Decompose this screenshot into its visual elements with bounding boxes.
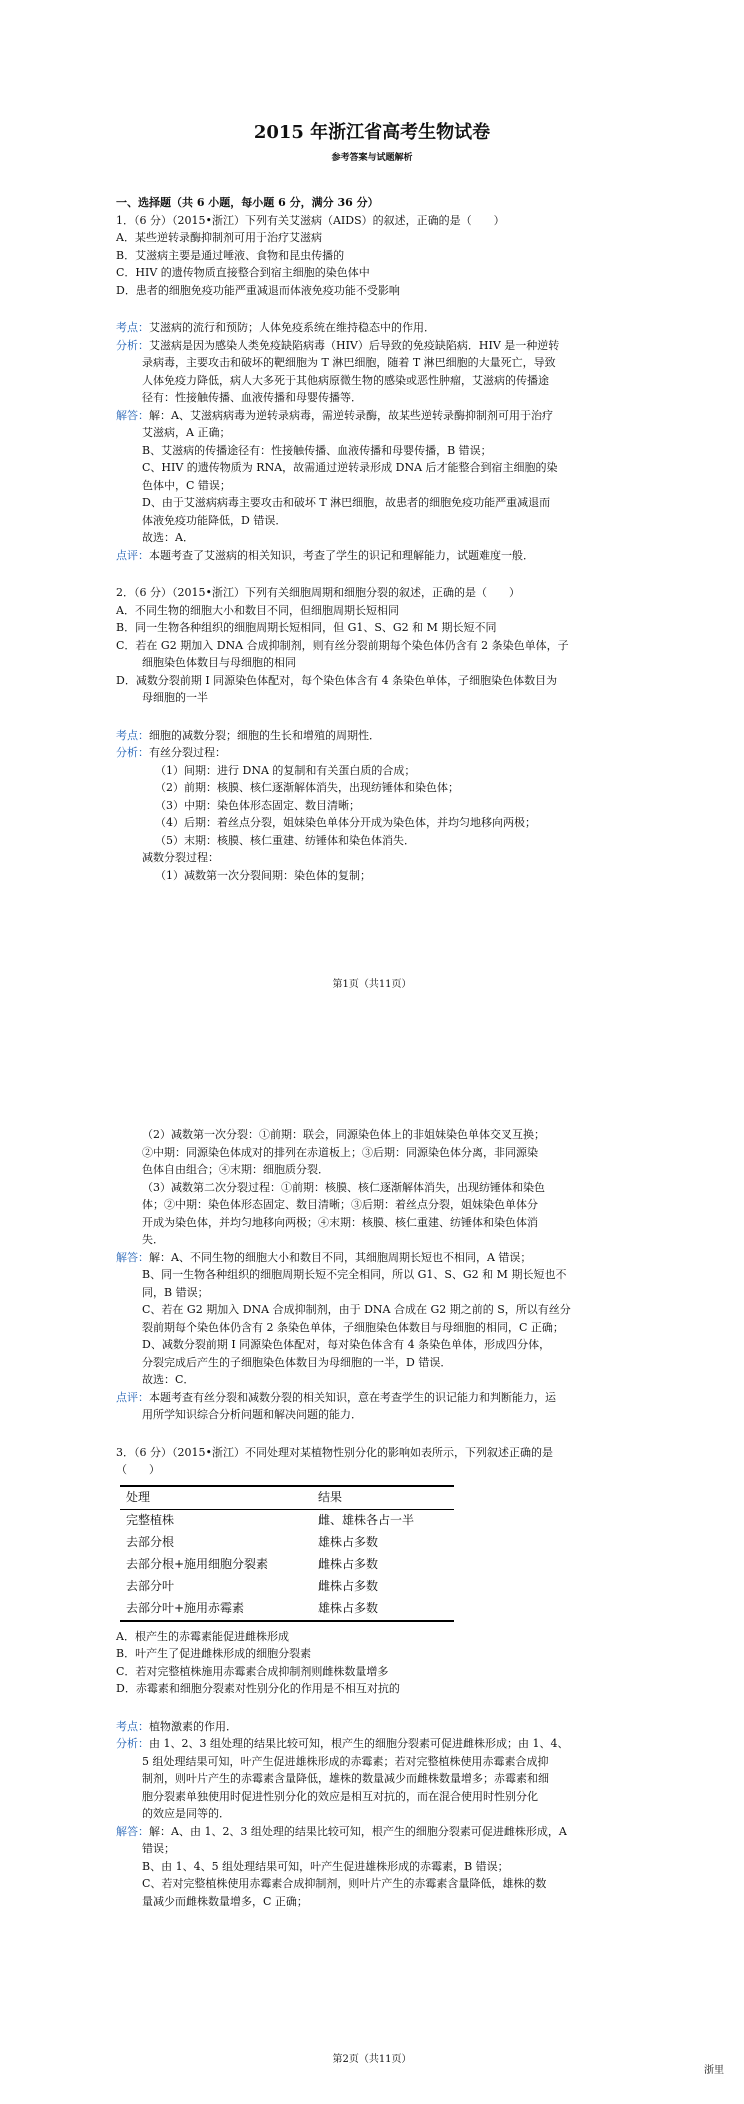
q2-kaodian: 细胞的减数分裂；细胞的生长和增殖的周期性． — [149, 728, 380, 742]
q2-fenxi-line: （3）减数第二次分裂过程：①前期：核膜、核仁逐渐解体消失，出现纺锤体和染色 — [142, 1180, 545, 1194]
q2-jieda-line: B、同一生物各种组织的细胞周期长短不完全相同，所以 G1、S、G2 和 M 期长短也不 — [142, 1268, 567, 1281]
q2-option-c: C．若在 G2 期加入 DNA 合成抑制剂，则有丝分裂前期每个染色体仍含有 2 条染色单体，子 — [116, 638, 569, 652]
q1-option-b: B．艾滋病主要是通过唾液、食物和昆虫传播的 — [116, 248, 345, 262]
q2-jieda-line: 解：A、不同生物的细胞大小和数目不同，其细胞周期长短也不相同，A 错误； — [149, 1250, 532, 1264]
table-header-cell: 处理 — [120, 1486, 312, 1510]
table-row — [120, 1598, 454, 1621]
q3-fenxi-line: 由 1、2、3 组处理的结果比较可知，根产生的细胞分裂素可促进雌株形成；由 1、4、 — [149, 1737, 569, 1750]
document-title: 2015 年浙江省高考生物试卷 — [253, 122, 491, 143]
page-1 — [0, 0, 744, 1010]
q3-fenxi-line: 胞分裂素单独使用时促进性别分化的效应是相互对抗的，而在混合使用时性别分化 — [142, 1789, 538, 1803]
q2-fenxi-line: （1）间期：进行 DNA 的复制和有关蛋白质的合成； — [155, 763, 416, 777]
q3-kaodian-label: 考点： — [116, 1719, 149, 1733]
page-2 — [0, 1010, 744, 2104]
table-cell: 去部分叶+施用赤霉素 — [120, 1598, 312, 1621]
page2-footer: 第2页（共11页） — [332, 2054, 412, 2065]
q3-jieda-label: 解答： — [116, 1824, 149, 1838]
q3-fenxi-label: 分析： — [116, 1737, 149, 1750]
q2-jieda-line: 裂前期每个染色体仍含有 2 条染色单体，子细胞染色体数目与母细胞的相同，C 正确； — [142, 1320, 564, 1334]
q2-option-a: A．不同生物的细胞大小和数目不同，但细胞周期长短相同 — [116, 603, 399, 617]
q2-jieda-label: 解答： — [116, 1250, 149, 1264]
q1-jieda-line: 故选：A． — [142, 531, 194, 544]
q2-fenxi-line: ②中期：同源染色体成对的排列在赤道板上；③后期：同源染色体分离，非同源染 — [142, 1145, 538, 1159]
q2-option-d: D．减数分裂前期 I 同源染色体配对，每个染色体含有 4 条染色单体，子细胞染色体数目为 — [116, 673, 558, 687]
corner-watermark-text: 浙里 — [704, 2065, 724, 2076]
page2-content — [116, 1126, 646, 1910]
q3-option-d: D．赤霉素和细胞分裂素对性别分化的作用是不相互对抗的 — [116, 1682, 400, 1695]
q1-dianping: 本题考查了艾滋病的相关知识，考查了学生的识记和理解能力，试题难度一般． — [149, 548, 534, 562]
table-cell: 雄株占多数 — [312, 1598, 454, 1621]
q2-fenxi-line: （2）前期：核膜、核仁逐渐解体消失，出现纺锤体和染色体； — [155, 781, 459, 794]
q3-fenxi-line: 的效应是同等的． — [142, 1807, 230, 1820]
section-heading: 一、选择题（共 6 小题，每小题 6 分，满分 36 分） — [116, 196, 379, 209]
q3-data-table — [120, 1485, 454, 1622]
q1-jieda-label: 解答： — [116, 408, 149, 422]
q2-fenxi-line: （2）减数第一次分裂：①前期：联会，同源染色体上的非姐妹染色单体交叉互换； — [142, 1128, 545, 1141]
q1-option-c: C．HIV 的遗传物质直接整合到宿主细胞的染色体中 — [116, 266, 370, 279]
q1-fenxi-line: 人体免疫力降低，病人大多死于其他病原微生物的感染或恶性肿瘤，艾滋病的传播途 — [142, 373, 549, 387]
q3-option-c: C．若对完整植株施用赤霉素合成抑制剂则雌株数量增多 — [116, 1664, 389, 1678]
q2-dianping-line: 用所学知识综合分析问题和解决问题的能力． — [142, 1408, 362, 1421]
q3-jieda-line: B、由 1、4、5 组处理结果可知，叶产生促进雄株形成的赤霉素，B 错误； — [142, 1859, 509, 1873]
q1-kaodian: 艾滋病的流行和预防；人体免疫系统在维持稳态中的作用． — [149, 321, 435, 334]
table-cell: 雌株占多数 — [318, 1556, 379, 1571]
table-cell: 去部分叶 — [126, 1578, 175, 1593]
q2-option-d-cont: 母细胞的一半 — [142, 691, 208, 704]
q2-fenxi-line: 失． — [142, 1233, 164, 1246]
q2-fenxi-line: 减数分裂过程： — [142, 851, 219, 864]
q2-option-b: B．同一生物各种组织的细胞周期长短相同，但 G1、S、G2 和 M 期长短不同 — [116, 621, 497, 634]
q3-jieda-line: 解：A、由 1、2、3 组处理的结果比较可知，根产生的细胞分裂素可促进雌株形成，A — [149, 1824, 567, 1838]
q2-jieda-line: 分裂完成后产生的子细胞染色体数目为母细胞的一半，D 错误． — [142, 1355, 452, 1369]
table-cell: 雌株占多数 — [318, 1578, 379, 1593]
q3-option-b: B．叶产生了促进雌株形成的细胞分裂素 — [116, 1647, 312, 1660]
page1-content — [116, 188, 646, 884]
q3-jieda-line: C、若对完整植株使用赤霉素合成抑制剂，则叶片产生的赤霉素含量降低，雄株的数 — [142, 1877, 547, 1890]
q1-jieda-line: C、HIV 的遗传物质为 RNA，故需通过逆转录形成 DNA 后才能整合到宿主细胞的染 — [142, 461, 558, 474]
q1-option-d: D．患者的细胞免疫功能严重减退而体液免疫功能不受影响 — [116, 283, 400, 297]
q2-fenxi-line: （4）后期：着丝点分裂，姐妹染色单体分开成为染色体，并均匀地移向两极； — [155, 816, 536, 829]
q1-fenxi-line: 录病毒，主要攻击和破坏的靶细胞为 T 淋巴细胞，随着 T 淋巴细胞的大量死亡，导致 — [142, 356, 556, 369]
page1-footer: 第1页（共11页） — [332, 979, 412, 990]
q1-jieda-line: D、由于艾滋病病毒主要攻击和破坏 T 淋巴细胞，故患者的细胞免疫功能严重减退而 — [142, 496, 551, 509]
table-row — [120, 1532, 454, 1554]
q2-dianping-label: 点评： — [116, 1390, 149, 1404]
q2-fenxi-label: 分析： — [116, 746, 149, 759]
table-row — [120, 1509, 454, 1532]
table-row — [120, 1554, 454, 1576]
table-cell: 雌、雄株各占一半 — [318, 1512, 415, 1527]
q1-jieda-line: 解：A、艾滋病病毒为逆转录病毒，需逆转录酶，故某些逆转录酶抑制剂可用于治疗 — [149, 408, 553, 422]
q1-kaodian-label: 考点： — [116, 321, 149, 334]
table-row — [120, 1576, 454, 1598]
q2-dianping-line: 本题考查有丝分裂和减数分裂的相关知识，意在考查学生的识记能力和判断能力，运 — [149, 1390, 556, 1404]
q2-fenxi-line: 开成为染色体，并均匀地移向两极；④末期：核膜、核仁重建、纺锤体和染色体消 — [142, 1215, 538, 1229]
q2-fenxi-line: 体；②中期：染色体形态固定、数目清晰；③后期：着丝点分裂，姐妹染色单体分 — [142, 1198, 538, 1211]
q1-jieda-line: 色体中，C 错误； — [142, 478, 231, 492]
q1-jieda-line: 体液免疫功能降低，D 错误． — [142, 513, 287, 527]
q2-jieda-line: D、减数分裂前期 I 同源染色体配对，每对染色体含有 4 条染色单体，形成四分体， — [142, 1338, 551, 1351]
table-cell: 去部分根+施用细胞分裂素 — [126, 1556, 269, 1571]
table-header-cell: 结果 — [312, 1486, 454, 1510]
q3-jieda-line: 量减少而雌株数量增多，C 正确； — [142, 1894, 308, 1908]
q3-option-a: A．根产生的赤霉素能促进雌株形成 — [116, 1629, 289, 1643]
q1-jieda-line: 艾滋病，A 正确； — [142, 426, 231, 439]
q3-stem: 3．（6 分）（2015•浙江）不同处理对某植物性别分化的影响如表所示，下列叙述正确的是 — [116, 1445, 553, 1459]
q3-jieda-line: 错误； — [142, 1842, 175, 1855]
q3-stem-cont: （ ） — [116, 1463, 160, 1476]
q2-fenxi-line: （5）末期：核膜、核仁重建、纺锤体和染色体消失． — [155, 833, 415, 847]
q1-dianping-label: 点评： — [116, 548, 149, 562]
q1-jieda-line: B、艾滋病的传播途径有：性接触传播、血液传播和母婴传播，B 错误； — [142, 443, 492, 457]
q1-fenxi-line: 艾滋病是因为感染人类免疫缺陷病毒（HIV）后导致的免疫缺陷病．HIV 是一种逆转 — [149, 338, 560, 352]
table-cell: 完整植株 — [126, 1512, 175, 1527]
q2-jieda-line: C、若在 G2 期加入 DNA 合成抑制剂，由于 DNA 合成在 G2 期之前的 S，所以有丝分 — [142, 1303, 571, 1316]
q1-option-a: A．某些逆转录酶抑制剂可用于治疗艾滋病 — [116, 231, 322, 244]
q2-jieda-line: 同，B 错误； — [142, 1285, 209, 1299]
q1-fenxi-line: 径有：性接触传播、血液传播和母婴传播等． — [142, 391, 362, 404]
q2-jieda-line: 故选：C． — [142, 1373, 195, 1386]
document-subtitle: 参考答案与试题解析 — [331, 153, 413, 163]
q2-kaodian-label: 考点： — [116, 728, 149, 742]
table-cell: 去部分根 — [126, 1534, 175, 1549]
q1-fenxi-label: 分析： — [116, 338, 149, 352]
table-cell: 雄株占多数 — [318, 1534, 379, 1549]
table-header-row — [120, 1486, 454, 1510]
q3-kaodian: 植物激素的作用． — [149, 1719, 237, 1733]
q2-option-c-cont: 细胞染色体数目与母细胞的相同 — [142, 656, 296, 669]
q3-fenxi-line: 制剂，则叶片产生的赤霉素含量降低，雄株的数量减少而雌株数量增多；赤霉素和细 — [142, 1772, 549, 1785]
q2-fenxi-line: 色体自由组合；④末期：细胞质分裂． — [142, 1163, 329, 1176]
q2-fenxi-line: （1）减数第一次分裂间期：染色体的复制； — [155, 868, 371, 882]
q1-stem: 1．（6 分）（2015•浙江）下列有关艾滋病（AIDS）的叙述，正确的是（ ） — [116, 213, 505, 227]
q3-fenxi-line: 5 组处理结果可知，叶产生促进雄株形成的赤霉素；若对完整植株使用赤霉素合成抑 — [142, 1754, 549, 1768]
q2-fenxi-line: （3）中期：染色体形态固定、数目清晰； — [155, 798, 360, 812]
q2-stem: 2．（6 分）（2015•浙江）下列有关细胞周期和细胞分裂的叙述，正确的是（ ） — [116, 586, 520, 599]
q2-fenxi-line: 有丝分裂过程： — [149, 746, 226, 759]
